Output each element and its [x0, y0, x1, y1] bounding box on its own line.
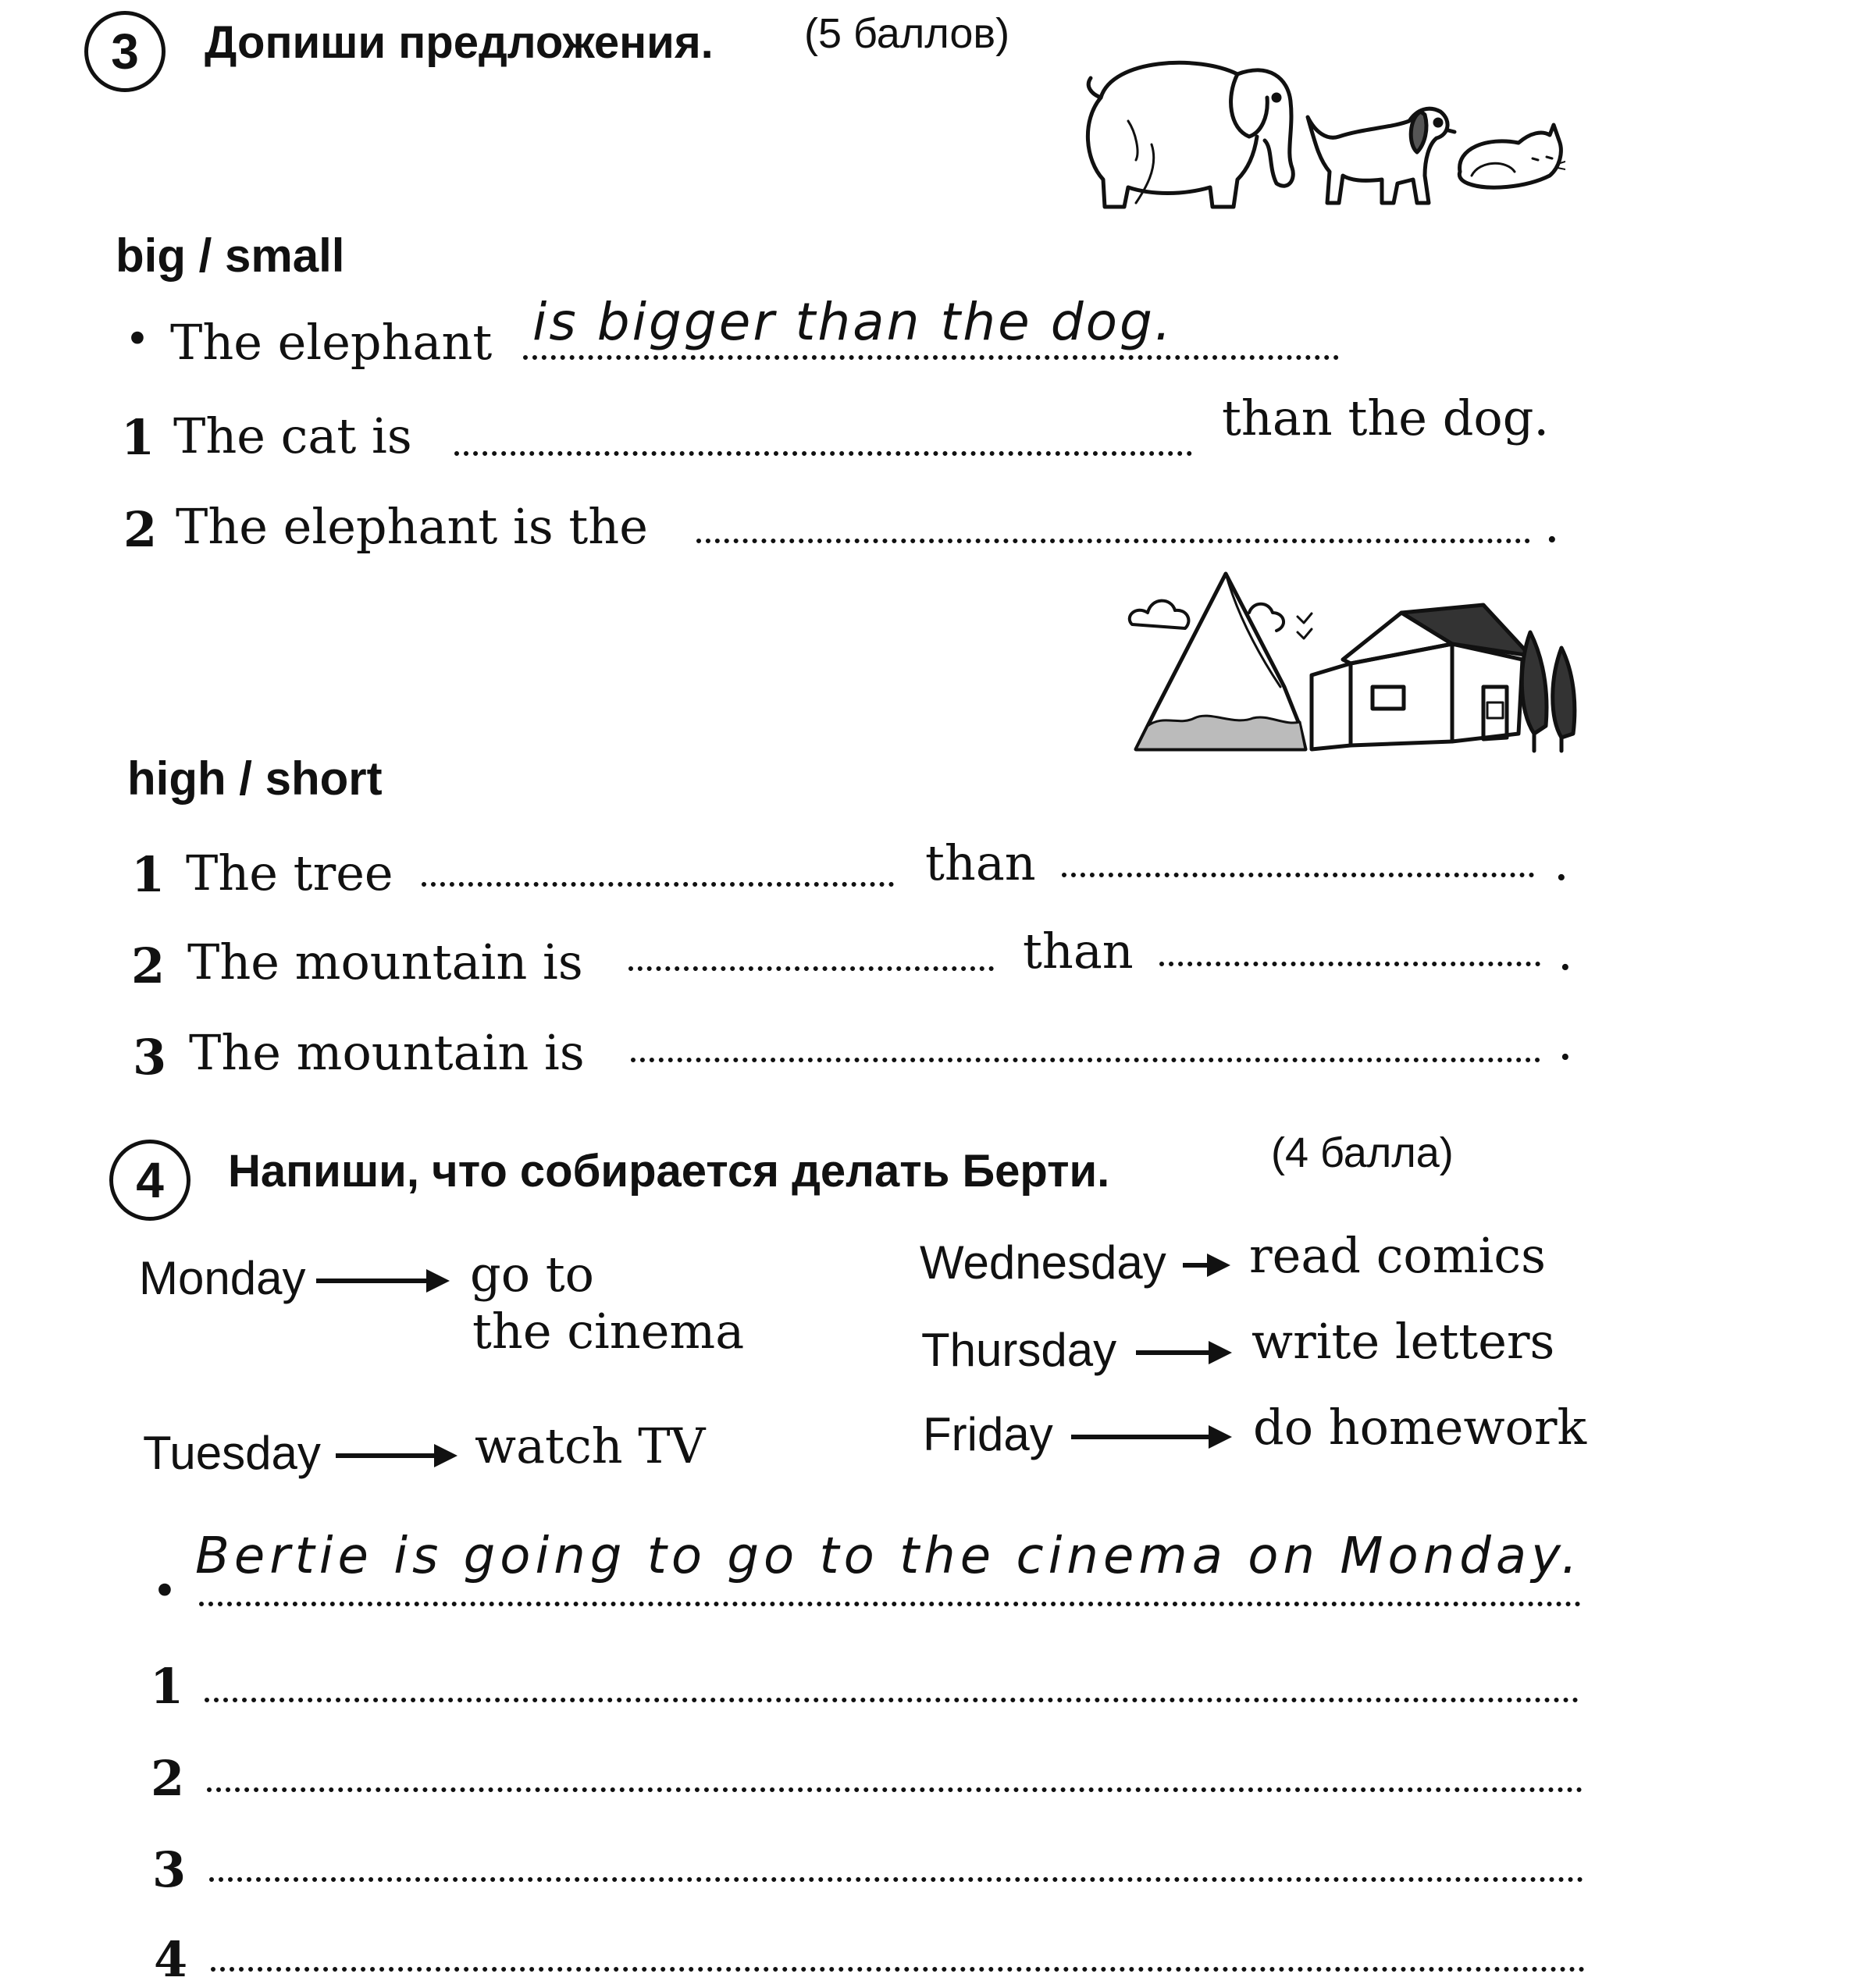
- house-drawing: [1312, 605, 1530, 749]
- schedule-activity-thursday: write letters: [1252, 1313, 1555, 1370]
- example-answer-line: [523, 355, 1339, 360]
- arrow-icon: [1136, 1350, 1227, 1355]
- item-2-2-answer-line-2: [1159, 962, 1540, 966]
- item-1-tail: than the dog.: [1222, 389, 1550, 446]
- item-1-number: 1: [121, 409, 155, 466]
- item-2-1-answer-line-1: [422, 882, 894, 887]
- item-1-answer-line: [454, 451, 1192, 456]
- schedule-activity-monday-line1: go to: [470, 1246, 594, 1303]
- schedule-day-thursday: Thursday: [921, 1324, 1117, 1376]
- item-2-text: The elephant is the: [176, 498, 648, 555]
- schedule-activity-monday-line2: the cinema: [472, 1303, 745, 1360]
- schedule-activity-tuesday: watch TV: [475, 1417, 706, 1474]
- mountain-house-trees-picture: [1124, 570, 1577, 757]
- item-2-1-text: The tree: [186, 845, 393, 902]
- arrow-icon: [316, 1279, 445, 1283]
- task-4-example-answer-line: [199, 1602, 1581, 1606]
- example-bullet: •: [125, 315, 150, 364]
- item-2-number: 2: [123, 501, 158, 558]
- answer-line-2-number: 2: [151, 1750, 185, 1807]
- task-3-number-text: 3: [111, 23, 139, 80]
- task-4-title: Напиши, что собирается делать Берти.: [228, 1146, 1110, 1197]
- item-2-3-tail: .: [1558, 1014, 1573, 1071]
- item-2-2-mid: than: [1023, 923, 1134, 980]
- item-2-tail: .: [1544, 496, 1560, 553]
- schedule-day-wednesday: Wednesday: [920, 1236, 1166, 1289]
- schedule-day-monday: Monday: [139, 1252, 306, 1304]
- elephant-drawing: [1088, 62, 1293, 207]
- task-3-title: Допиши предложения.: [205, 17, 714, 68]
- word-pair-big-small: big / small: [116, 229, 345, 282]
- example-handwritten-answer: is bigger than the dog.: [532, 292, 1173, 352]
- item-2-2-answer-line-1: [628, 966, 994, 971]
- arrow-icon: [1183, 1263, 1226, 1268]
- answer-line-2: [207, 1787, 1583, 1792]
- item-2-1-mid: than: [925, 834, 1036, 891]
- task-3-points: (5 баллов): [804, 10, 1010, 57]
- item-2-2-number: 2: [131, 937, 166, 994]
- schedule-day-friday: Friday: [923, 1408, 1053, 1460]
- item-2-3-number: 3: [133, 1029, 167, 1086]
- arrow-icon: [336, 1453, 453, 1458]
- item-2-1-tail: .: [1554, 834, 1569, 891]
- answer-line-4-number: 4: [154, 1931, 188, 1988]
- item-2-1-answer-line-2: [1062, 873, 1534, 877]
- task-4-example-bullet: •: [152, 1567, 177, 1616]
- schedule-activity-wednesday: read comics: [1249, 1227, 1546, 1284]
- mountain-drawing: [1130, 574, 1312, 749]
- item-2-answer-line: [696, 539, 1530, 543]
- task-4-number-text: 4: [136, 1152, 164, 1208]
- schedule-activity-friday: do homework: [1253, 1399, 1587, 1456]
- trees-drawing: [1522, 632, 1575, 751]
- task-4-points: (4 балла): [1271, 1129, 1454, 1176]
- task-4-number: [109, 1140, 190, 1221]
- item-2-1-number: 1: [131, 846, 166, 903]
- task-4-example-handwritten-answer: Bertie is going to go to the cinema on Monday.: [195, 1527, 1583, 1585]
- elephant-dog-cat-picture: [1081, 43, 1565, 219]
- arrow-icon: [1071, 1435, 1227, 1439]
- item-2-2-tail: .: [1558, 924, 1573, 981]
- answer-line-4: [211, 1967, 1585, 1972]
- answer-line-3-number: 3: [152, 1841, 187, 1898]
- item-2-2-text: The mountain is: [187, 934, 583, 990]
- cat-drawing: [1459, 125, 1565, 187]
- item-2-3-answer-line: [631, 1058, 1540, 1062]
- task-3-number: [84, 11, 166, 92]
- item-1-text: The cat is: [173, 407, 412, 464]
- answer-line-1: [205, 1698, 1579, 1702]
- schedule-day-tuesday: Tuesday: [143, 1427, 321, 1479]
- word-pair-high-short: high / short: [127, 752, 383, 805]
- dog-drawing: [1308, 108, 1454, 203]
- item-2-3-text: The mountain is: [189, 1024, 585, 1081]
- answer-line-1-number: 1: [150, 1658, 184, 1715]
- answer-line-3: [209, 1877, 1583, 1882]
- example-text: The elephant: [170, 314, 493, 371]
